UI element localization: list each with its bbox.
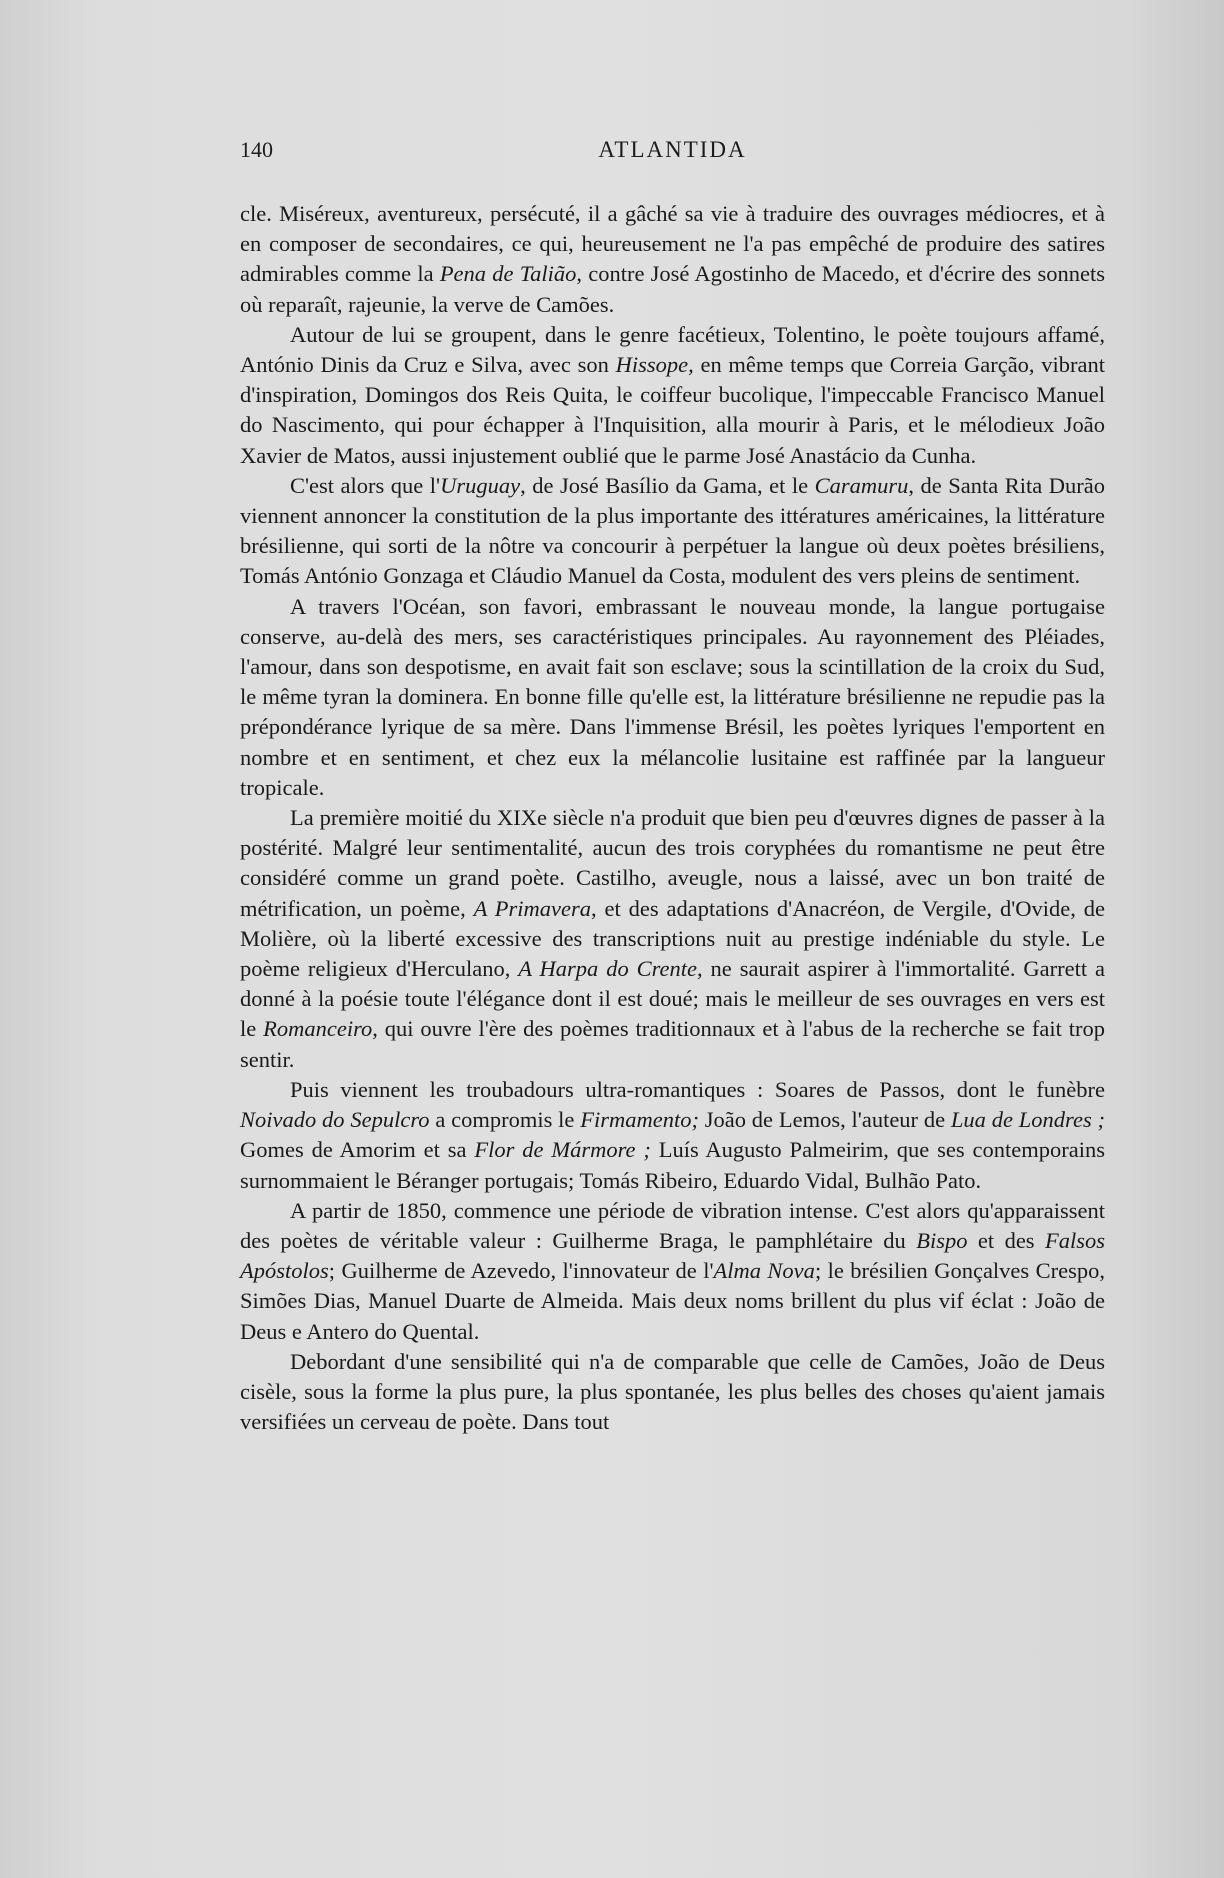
paragraph — [240, 1075, 1105, 1196]
text-run: et des — [967, 1227, 1045, 1253]
text-run: João de Lemos, l'auteur de — [698, 1107, 951, 1133]
text-run: , contre José Agostinho de Macedo, et d'écrire des sonnets où reparaît, rajeunie, la verve de Camões. — [240, 261, 1105, 317]
italic-title: Bispo — [916, 1227, 968, 1253]
body-text — [240, 199, 1105, 1437]
text-run: Gomes de Amorim et sa — [240, 1137, 475, 1163]
text-run: ; le brésilien Gonçalves Crespo, Simões Dias, Manuel Duarte de Almeida. Mais deux noms brillent du plus vif éclat : João de Deus e Antero do Quental. — [240, 1258, 1105, 1344]
italic-title: Pena de Talião — [439, 261, 577, 287]
italic-title: Romanceiro — [263, 1016, 373, 1042]
text-run: A travers l'Océan, son favori, embrassant le nouveau monde, la langue portugaise conserve, au-delà des mers, ses caractéristiques principales. Au rayonnement des Pléiades, l'amour, dans son despotisme, en avait fait son esclave; sous la scintillation de la croix du Sud, le même tyran la dominera. En bonne fille qu'elle est, la littérature brésilienne ne repudie pas la prépondérance lyrique de sa mère. Dans l'immense Brésil, les poètes lyriques l'emportent en nombre et en sentiment, et chez eux la mélancolie lusitaine est raffinée par la langueur tropicale. — [240, 593, 1105, 800]
text-run: C'est alors que l' — [290, 472, 441, 498]
italic-title: Falsos Apóstolos — [240, 1227, 1105, 1284]
italic-title: Caramuru — [814, 472, 909, 498]
italic-title: A Primavera — [473, 895, 592, 921]
text-run: a compromis le — [429, 1107, 581, 1133]
italic-title: Hissope, — [615, 352, 694, 378]
text-run: La première moitié du XIXe siècle n'a produit que bien peu d'œuvres dignes de passer à la postérité. Malgré leur sentimentalité, aucun des trois coryphées du romantisme ne peut être considéré comme un grand poète. Castilho, aveugle, nous a laissé, avec un bon traité de métrification, un poème, — [240, 805, 1105, 921]
text-run: Luís Augusto Palmeirim, que ses contemporains surnommaient le Béranger portugais; Tomás Ribeiro, Eduardo Vidal, Bulhão Pato. — [240, 1137, 1106, 1193]
text-run: , de Santa Rita Durão viennent annoncer la constitution de la plus importante des ittératures américaines, la littérature brésilienne, qui sorti de la nôtre va concourir à perpétuer la langue où deux poètes brésiliens, Tomás António Gonzaga et Cláudio Manuel da Costa, modulent des vers pleins de sentiment. — [240, 472, 1105, 589]
text-run: cle. Miséreux, aventureux, persécuté, il a gâché sa vie à traduire des ouvrages médiocres, et à en composer de secondaires, ce qui, heureusement ne l'a pas empêché de produire des satires admirables comme la — [240, 201, 1105, 287]
text-run: Debordant d'une sensibilité qui n'a de comparable que celle de Camões, João de Deus cisèle, sous la forme la plus pure, la plus spontanée, les plus belles des choses qu'aient jamais versifiées un cerveau de poète. Dans tout — [240, 1348, 1105, 1435]
italic-title: A Harpa do Crente — [518, 956, 698, 982]
text-run: , qui ouvre l'ère des poèmes traditionnaux et à l'abus de la recherche se fait trop sentir. — [240, 1016, 1105, 1072]
text-run: en même temps que Correia Garção, vibrant d'inspiration, Domingos dos Reis Quita, le coiffeur bucolique, l'impeccable Francisco Manuel do Nascimento, qui pour échapper à l'Inquisition, alla mourir à Paris, et le mélodieux João Xavier de Matos, aussi injustement oublié que le parme José Anastácio da Cunha. — [240, 352, 1106, 468]
text-run: Autour de lui se groupent, dans le genre facétieux, Tolentino, le poète toujours affamé, António Dinis da Cruz e Silva, avec son — [240, 321, 1105, 378]
italic-title: Firmamento; — [580, 1107, 699, 1133]
running-title: ATLANTIDA — [598, 137, 747, 162]
paragraph — [240, 803, 1105, 1075]
paragraph — [240, 1347, 1105, 1438]
italic-title: Alma Nova — [713, 1258, 815, 1284]
text-run: Puis viennent les troubadours ultra-romantiques : Soares de Passos, dont le funèbre — [290, 1076, 1105, 1102]
italic-title: Uruguay — [440, 472, 521, 498]
text-run: ; Guilherme de Azevedo, l'innovateur de l' — [328, 1258, 714, 1284]
paragraph — [240, 1196, 1105, 1347]
text-run: , ne saurait aspirer à l'immortalité. Garrett a donné à la poésie toute l'élégance dont il est doué; mais le meilleur de ses ouvrages en vers est le — [240, 956, 1105, 1042]
text-run: , et des adaptations d'Anacréon, de Vergile, d'Ovide, de Molière, où la liberté excessive des transcriptions nuit au prestige indéniable du style. Le poème religieux d'Herculano, — [240, 895, 1105, 982]
text-run: , de José Basílio da Gama, et le — [520, 472, 815, 498]
page-number: 140 — [240, 137, 273, 162]
text-run: A partir de 1850, commence une période de vibration intense. C'est alors qu'apparaissent des poètes de véritable valeur : Guilherme Braga, le pamphlétaire du — [240, 1197, 1105, 1253]
italic-title: Noivado do Sepulcro — [240, 1107, 430, 1133]
page-header — [240, 137, 1105, 167]
italic-title: Flor de Mármore ; — [474, 1137, 651, 1163]
paragraph — [240, 592, 1105, 803]
paragraph — [240, 320, 1105, 471]
paragraph — [240, 471, 1105, 592]
italic-title: Lua de Londres ; — [950, 1107, 1106, 1133]
paragraph — [240, 199, 1105, 320]
